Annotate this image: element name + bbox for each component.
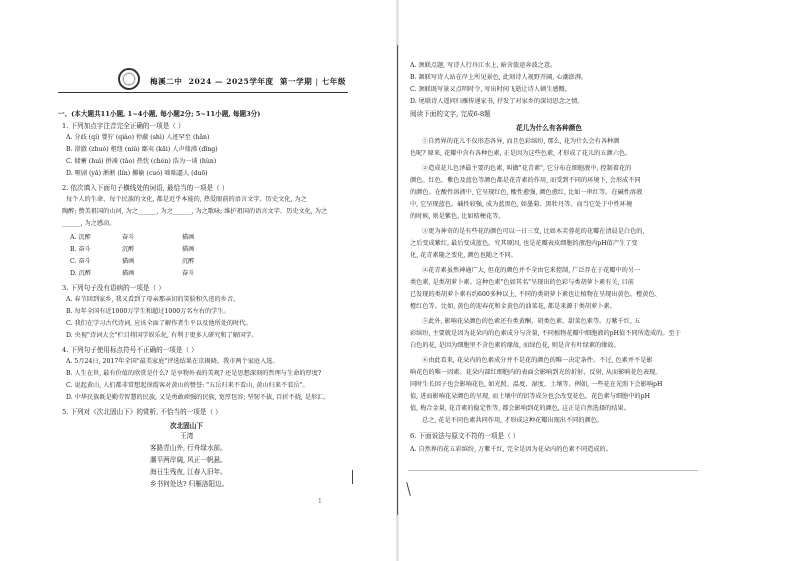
article-line-9: 之后变成紫红, 最后变成蓝色。究其原因, 也是花瓣表皮细胞的液泡内pH值产生了变 bbox=[410, 240, 638, 247]
q2-option-a bbox=[70, 234, 195, 242]
article-line-15: ⑤此外, 影响花朵颜色的色素还有类黄酮、胡类色素、甜菜色素等。万紫千红, 五 bbox=[422, 318, 641, 325]
q4-option-c: C. 说起黄山, 人们都非常想起徐霞客对黄山的赞誉: "五岳归来不看山, 黄山归来不看岳"。 bbox=[66, 382, 309, 389]
poem-line-4: 乡书何处达? 归雁洛阳边。 bbox=[150, 480, 229, 488]
article-line-6: 中, 它呈现蓝色。碱性较强, 成为蓝黑色, 如墨菊、黑牡丹等。而当它处于中性环境 bbox=[410, 201, 633, 208]
article-line-21: 值, 进而影响花朵颜色的呈现, 而土壤中的铝等成分也会改变花色。花色素与细胞中的pH bbox=[410, 393, 650, 400]
left-page bbox=[0, 0, 396, 561]
article-line-18: ⑥由此看来, 花朵内的色素成分并不是花的颜色的唯一决定条件。不过, 色素并不是影 bbox=[422, 357, 653, 364]
q2-passage-3: ______, 为之感动。 bbox=[62, 220, 116, 227]
reading-intro: 阅读下面的文字, 完成6-8题 bbox=[410, 110, 491, 118]
q4-option-a: A. 5月24日, 2017年全国"最美家庭"评选结果在京揭晓。我市两个家庭入选。 bbox=[66, 358, 279, 365]
question-5: 5. 下列对《次北固山下》的赏析, 不恰当的一项是（ ） bbox=[62, 408, 222, 416]
q2-b-left: B. 奋斗 bbox=[70, 246, 91, 253]
article-line-2: 色呢? 原来, 花瓣中含有各种色素, 正是因为这些色素, 才形成了花儿的五颜六色。 bbox=[410, 150, 632, 157]
poem-line-1: 客路青山外, 行舟绿水前。 bbox=[150, 444, 227, 452]
q3-option-d: D. 央视"诗词大会"栏目将国学娱乐化, 有利于更多人研究和了解国学。 bbox=[66, 332, 258, 339]
poem-line-3: 海日生残夜, 江春入旧年。 bbox=[150, 468, 227, 476]
q2-passage-1: 每个人的生命、每个民族的文化, 都是近乎本能的, 热爱眼前的语言文字、历史文化, 为之 bbox=[66, 196, 307, 203]
q2-option-b bbox=[70, 246, 195, 254]
section-heading: 一、(本大题共11小题, 1~4小题, 每小题2分; 5~11小题, 每题3分) bbox=[58, 110, 261, 118]
q3-option-b: B. 每年全国有近1000万学生和超过1000万名左右的学生。 bbox=[66, 308, 230, 315]
exam-header: 梅溪二中 2024 — 2025学年度 第一学期 | 七年级 bbox=[150, 77, 346, 86]
page-number: 1 bbox=[318, 498, 322, 505]
school-name: 梅溪二中 bbox=[150, 77, 183, 86]
article-line-5: 的颜色。在酸性溶液中, 它呈现红色, 酸性愈强, 颜色愈红, 比如一串红等。在碱性溶液 bbox=[410, 189, 643, 196]
grade: 七年级 bbox=[321, 77, 346, 86]
q2-b-mid: 沉醉 bbox=[122, 246, 135, 253]
question-4: 4. 下列句子使用标点符号不正确的一项是（ ） bbox=[62, 346, 198, 354]
bottom-rule bbox=[408, 470, 698, 471]
q4-option-d: D. 中华民族既是勤劳智慧的民族, 又是勇敢顽强的民族, 宽厚包容; 坚韧不拔, 百折不挠, 是形汇。 bbox=[66, 394, 330, 401]
q1-option-c: C. 储蓄 (huì) 拼凑 (tāo) 热忱 (chén) 浩为一谈 (hùn) bbox=[66, 158, 217, 165]
q3-option-c: C. 我们在学习古代诗词, 应该全面了解作者生平以及他所处的时代。 bbox=[66, 320, 252, 327]
q5-option-a: A. 颈联点题, 写诗人行舟江水上, 暗含旅途奔波之意。 bbox=[410, 62, 557, 69]
q2-c-left: C. 奋斗 bbox=[70, 258, 91, 265]
school-logo bbox=[118, 68, 140, 90]
q2-d-mid: 描画 bbox=[122, 270, 135, 277]
poem-title: 次北固山下 bbox=[170, 422, 203, 430]
binding-mark bbox=[352, 470, 353, 484]
question-1: 1. 下列加点字注音完全正确的一项是（ ） bbox=[62, 122, 185, 130]
q5-option-d: D. 尾联诗人遥问归雁传递家书, 抒发了对家乡的深切思念之情。 bbox=[410, 98, 584, 105]
right-page bbox=[398, 0, 794, 561]
scan-mark bbox=[406, 482, 411, 496]
article-line-22: 值, 梅合金量, 花青素的稳定性等, 都会影响到花的颜色, 这正是自然选择的结果。 bbox=[410, 405, 630, 412]
school-years: 2024 — 2025学年度 bbox=[188, 77, 274, 86]
article-line-19: 响花色的唯一因素。花朵内部红细胞内的表面会影响到光的折射、反射, 从而影响花色表现。 bbox=[410, 369, 662, 376]
article-line-7: 的时候, 则是紫色, 比如桔梗花等。 bbox=[410, 213, 505, 220]
q5-option-c: C. 颈联既写景又点明时令, 写出时间飞逝让诗人顿生感慨。 bbox=[410, 86, 571, 93]
term: 第一学期 bbox=[279, 77, 313, 86]
article-line-8: ③更为神奇的是有些花的颜色可以一日三变, 比如木芙蓉花的花瓣在清晨是白色的, bbox=[422, 228, 645, 235]
article-line-4: 颜色。红色、紫色及蓝色等颜色都是花青素的作用, 而受到不同的环境下, 会形成不同 bbox=[410, 177, 641, 184]
q3-option-a: A. 春节回到家乡, 我又看到了母亲那亲切的笑脸和久违的乡音。 bbox=[66, 296, 240, 303]
q2-c-mid: 描画 bbox=[122, 258, 135, 265]
article-line-10: 化, 花青素随之变化, 颜色也随之不同。 bbox=[410, 252, 517, 259]
article-line-13: 已发现的类胡萝卜素有约600多种以上, 不同的类胡萝卜素也让植物在呈现出黄色、橙黄色、 bbox=[410, 291, 661, 298]
q2-a-mid: 奋斗 bbox=[122, 234, 135, 241]
poem-author: 王湾 bbox=[180, 432, 194, 440]
q2-option-d bbox=[70, 270, 195, 278]
q2-b-right: 描画 bbox=[182, 246, 195, 253]
article-line-20: 同时生长因子也会影响花色, 如光照、温度、湿度、土壤等。例如, 一些花在光照下会影响pH bbox=[410, 381, 663, 388]
q2-d-right: 奋斗 bbox=[182, 270, 195, 277]
question-2: 2. 依次填入下面句子横线处的词语, 最恰当的一项是（ ） bbox=[62, 184, 229, 192]
article-line-17: 白色的花, 是因为细胞里不含色素的缘故, 而绿色花, 则是含有叶绿素的缘故。 bbox=[410, 342, 620, 349]
q1-option-a: A. 分歧 (qí) 婴狞 (qiào) 停蔽 (shì) 人迹罕至 (hǎn) bbox=[66, 134, 210, 141]
article-line-11: ④花青素虽然神通广大, 但花的颜色并不全由它来控制, 广泛存在于花瓣中的另一 bbox=[422, 267, 641, 274]
article-line-14: 橙红色等。比如, 黄色的迎春花和金黄色的油菜花, 都是来源于类胡萝卜素。 bbox=[410, 303, 616, 310]
article-line-3: ②造成花儿色泽最主要的色素, 叫做"花青素", 它分布在细胞液中, 控制着花的 bbox=[422, 165, 632, 172]
article-line-1: ①自然界的花儿不仅形态各异, 而且色彩缤纷, 那么, 花为什么会有各种颜 bbox=[422, 138, 620, 145]
question-6: 6. 下面说法与原文不符的一项是（ ） bbox=[410, 432, 520, 440]
q6-option-a: A. 自然界的花五彩缤纷, 万紫千红, 完全是因为花朵内的色素不同造成的。 bbox=[410, 446, 612, 453]
question-3: 3. 下列句子没有语病的一项是（ ） bbox=[62, 284, 165, 292]
q2-a-right: 描画 bbox=[182, 234, 195, 241]
poem-line-2: 潮平两岸阔, 风正一帆悬。 bbox=[150, 456, 227, 464]
q2-d-left: D. 沉醉 bbox=[70, 270, 92, 277]
q2-passage-2: 陶醉; 赞美祖国的山河, 为之______, 为之______, 为之歌咏; 维护祖国的语言文字、历史文化, 为之 bbox=[62, 208, 328, 215]
q5-option-b: B. 颔联写诗人站在岸上所见景色, 此刻诗人视野开阔, 心潮澎湃。 bbox=[410, 74, 588, 81]
q2-a-left: A. 沉醉 bbox=[70, 234, 91, 241]
q1-option-b: B. 澄澈 (zhuó) 枢纽 (niǔ) 鄙夷 (kāi) 人声鼎沸 (dǐng) bbox=[66, 146, 218, 153]
article-line-16: 彩缤纷, 主要就是因为花朵内的色素成分与含量, 不同植物花瓣中细胞液的pH值不同所造成的。至于 bbox=[410, 330, 681, 337]
header-rule bbox=[58, 92, 348, 93]
q2-option-c bbox=[70, 258, 195, 266]
q2-c-right: 沉醉 bbox=[182, 258, 195, 265]
q4-option-b: B. 人生在世, 最有价值的欣赏是什么? 是享物外表的美观? 还是思想深刻的哲理与生命的厚度? bbox=[66, 370, 322, 377]
article-line-12: 类色素, 是类胡萝卜素。这种色素"色如其名"呈现出的色彩与类胡萝卜素有关, 目前 bbox=[410, 279, 634, 286]
article-title: 花儿为什么有各种颜色 bbox=[516, 124, 582, 132]
article-line-23: 总之, 花是不同色素共同作用, 才形成这种花瓣出现出不同的颜色。 bbox=[422, 417, 604, 424]
q1-option-d: D. 哑剧 (yǎ) 淅淅 (lín) 揶揄 (cuó) 咄咄逼人 (duō) bbox=[66, 170, 208, 177]
